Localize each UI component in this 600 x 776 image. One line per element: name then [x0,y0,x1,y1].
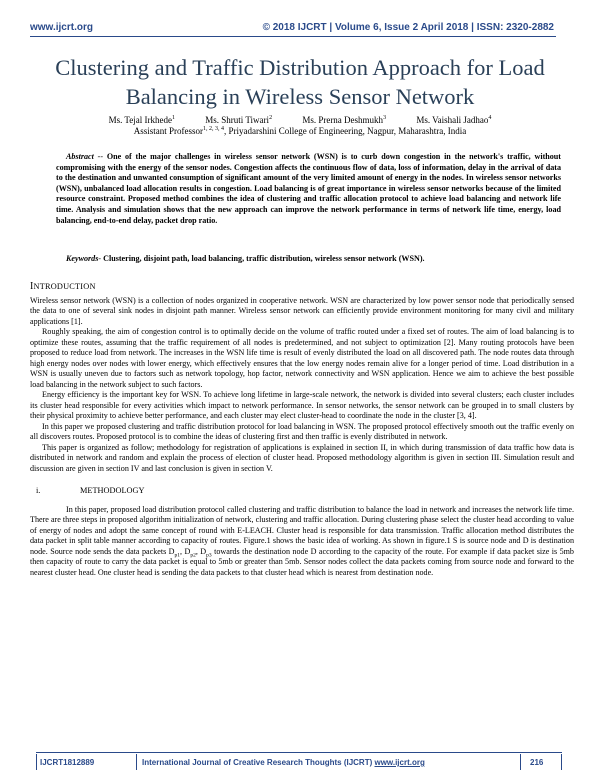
site-link[interactable]: www.ijcrt.org [30,22,93,33]
title-line-1: Clustering and Traffic Distribution Approach for Load [55,55,545,80]
paper-id: IJCRT1812889 [40,758,95,767]
author-2: Ms. Shruti Tiwari$^2$ [205,115,273,125]
footer-separator [136,754,137,770]
footer-journal: International Journal of Creative Research Thoughts (IJCRT) www.ijcrt.org [142,758,425,767]
page-header [0,0,600,38]
keywords [56,254,561,265]
methodology-section [30,505,574,579]
intro-paragraph-1: Wireless sensor network (WSN) is a collection of nodes organized in cooperative network. WSN are characterized by low power sensor node that periodically sensed the data to one of several sink nodes in disjoint path manner. Wireless sensor network can efficiently provide environment monitoring for many civil and military applications [1]. [30,295,574,326]
intro-paragraph-5: This paper is organized as follow; methodology for registration of applications is explained in section II, in which during transmission of data traffic how data is distributed in network and random and explain the process of election of cluster head. Proposed methodology algorithm is given in section III. Simulation result and discussion are given in section IV and last conclusion is given in section V. [30,442,574,473]
footer-separator [561,754,562,770]
author-list [20,115,580,126]
intro-paragraph-3: Energy efficiency is the important key for WSN. To achieve long lifetime in large-scale network, the network is divided into several clusters; each cluster includes its cluster head responsible for every activities which impact to network performance. In sensor networks, the sensor network can be grouped in to small clusters by their physical proximity to achieve better performance, and each cluster may elect cluster-head to coordinate the node in the cluster [3, 4]. [30,390,574,420]
page-footer [0,752,600,776]
intro-paragraph-4: In this paper we proposed clustering and traffic distribution protocol for load balancing in WSN. The proposed protocol effectively smooth out the traffic evenly on all discovers routes. Proposed protocol is to combine the ideas of clustering first and then traffic is evenly distributed in network. [30,421,574,441]
paper-title [20,53,580,111]
footer-link[interactable]: www.ijcrt.org [374,758,425,767]
author-3: Ms. Prerna Deshmukh$^3$ [302,115,387,125]
page-number: 216 [530,758,544,767]
author-4: Ms. Vaishali Jadhao$^4$ [416,115,492,125]
footer-separator [36,754,37,770]
methodology-paragraph: In this paper, proposed load distribution protocol called clustering and traffic distribution to balance the load in network and increases the network life time. There are three steps in proposed algorithm initialization of network, clustering and traffic allocation. During clustering phase select the cluster head according to value of energy of nodes and adopt the same concept of round with E-LEACH. Cluster head is responsible for data transmission. Traffic allocation method distributes the data packet in split table manner according to capacity of routes. Figure.1 shows the basic idea of working. As shown in figure.1 S is source node and D is destination node. Source node sends the data packets $D_{p1}$, $D_{p2}$, $D_{p3}$ towards the destination node D according to the capacity of the route. For example if data packet size is 5mb then capacity of route to carry the data packet is equal to 5mb or greater than 5mb. Sensor nodes collect the data packets coming from source node and forward to the nearest cluster head. One cluster head is sending the data packets to that cluster head which is nearest from destination node. [30,504,574,577]
abstract [56,152,561,226]
keywords-label: Keywords- [66,254,102,263]
journal-info: © 2018 IJCRT | Volume 6, Issue 2 April 2018 | ISSN: 2320-2882 [262,22,554,33]
footer-rule [36,752,562,753]
main-body [30,282,574,578]
header-rule [30,36,556,37]
keywords-text: Clustering, disjoint path, load balancing, traffic distribution, wireless sensor network (WSN). [101,254,425,263]
footer-separator [520,754,521,770]
author-1: Ms. Tejal Irkhede$^1$ [108,115,176,125]
affiliation: Assistant Professor$^{1, 2, 3, 4}$, Priyadarshini College of Engineering, Nagpur, Maharashtra, India [133,126,467,136]
introduction-heading: INTRODUCTION [30,281,96,292]
author-block [20,115,580,137]
methodology-heading: i. METHODOLOGY [36,486,145,495]
title-line-2: Balancing in Wireless Sensor Network [125,84,475,109]
abstract-text: One of the major challenges in wireless sensor network (WSN) is to curb down congestion in the network's traffic, without compromising with the energy of the sensor nodes. Congestion affects the continuous flow of data, loss of information, delay in the arrival of data to the destination and unwanted consumption of significant amount of the very limited amount of energy in the nodes. In wireless sensor networks (WSN), unbalanced load allocation results in congestion. Load balancing is of great importance in wireless sensor networks because of the limited resource constraint. Proposed method combines the idea of clustering and traffic allocation protocol to achieve load balancing and network life time. Analysis and simulation shows that the new approach can improve the network performance in terms of network life time, energy, load balancing, end-to-end delay, packet drop ratio. [56,152,562,225]
abstract-label: Abstract -- [66,152,104,161]
intro-paragraph-2: Roughly speaking, the aim of congestion control is to optimally decide on the volume of traffic routed under a fixed set of routes. The aim of load balancing is to optimize these routes, assuming that the traffic requirement of all nodes is predetermined, and not subject to optimization [2]. Many routing protocols have been proposed to reduce load from network. The increases in the WSN life time is result of evenly distributed the load on all discovered path. The node routes data through high energy nodes over nodes with lower energy, which effectively ensures that the low energy nodes remain alive for a longer period of time. Load distribution in a WSN is usually uneven due to factors such as network topology, hop factor, network connectivity and WSN application. Hence we aim to achieve the best possible load balancing in the network subject to such factors. [30,327,574,389]
